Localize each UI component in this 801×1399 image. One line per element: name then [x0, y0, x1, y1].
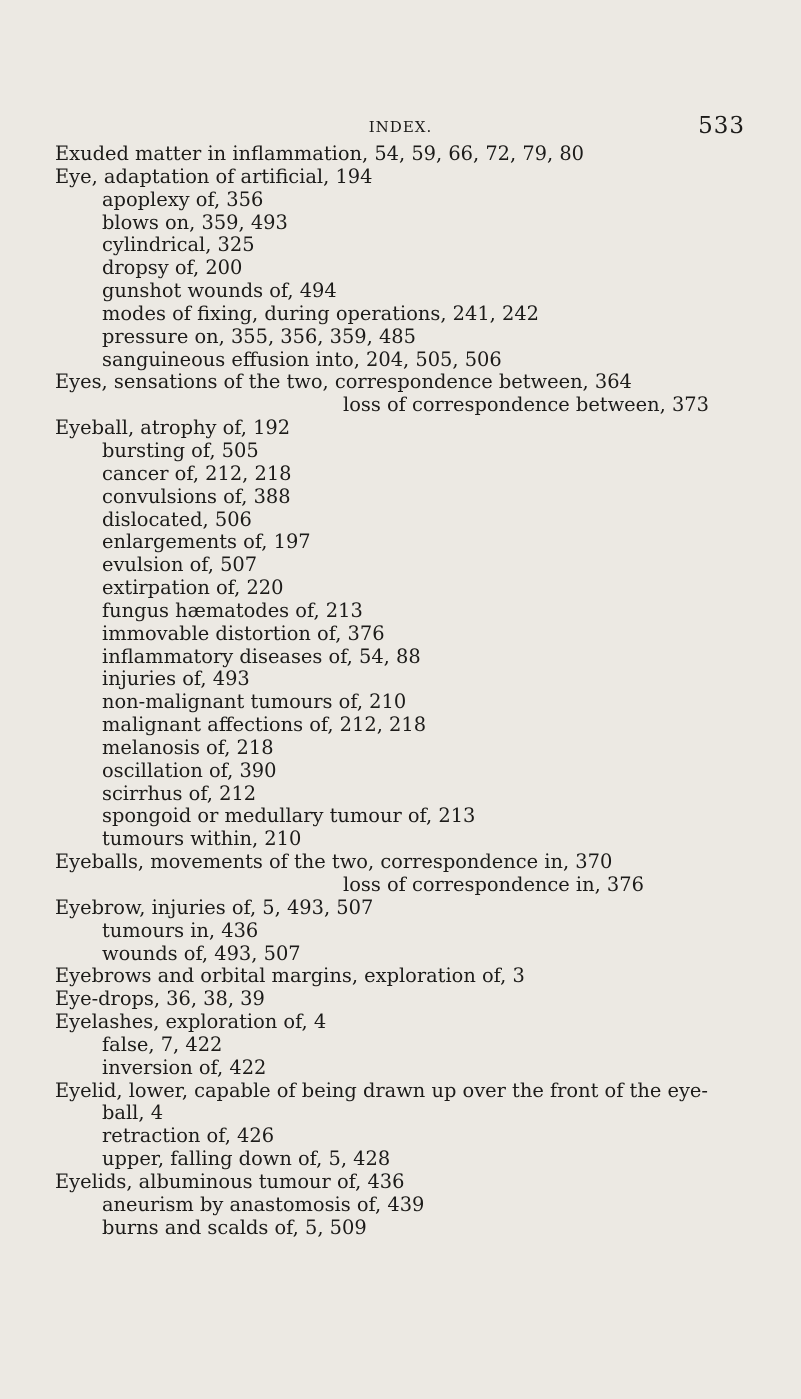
index-subentry: sanguineous effusion into, 204, 505, 506	[102, 347, 502, 371]
running-header: INDEX.	[368, 118, 433, 136]
index-subentry: melanosis of, 218	[102, 735, 274, 759]
index-subentry: apoplexy of, 356	[102, 187, 264, 211]
index-subentry: immovable distortion of, 376	[102, 621, 385, 645]
index-subentry: spongoid or medullary tumour of, 213	[102, 804, 476, 828]
index-entry: Eyelids, albuminous tumour of, 436	[55, 1169, 405, 1193]
index-entry: Eyelid, lower, capable of being drawn up over the front of the eye-	[55, 1078, 708, 1102]
index-list	[55, 143, 775, 1240]
index-subentry: burns and scalds of, 5, 509	[102, 1215, 367, 1239]
index-entry: Exuded matter in inflammation, 54, 59, 66, 72, 79, 80	[55, 142, 585, 165]
index-subentry: retraction of, 426	[102, 1124, 275, 1148]
index-entry: Eyes, sensations of the two, correspondence between, 364	[55, 370, 632, 394]
index-entry-continuation: ball, 4	[102, 1101, 164, 1125]
index-subentry: cylindrical, 325	[102, 233, 255, 257]
index-entry: Eyebrow, injuries of, 5, 493, 507	[55, 895, 374, 919]
index-subentry: pressure on, 355, 356, 359, 485	[102, 324, 416, 348]
index-subentry: cancer of, 212, 218	[102, 461, 292, 485]
index-subentry: extirpation of, 220	[102, 576, 284, 600]
index-subentry: fungus hæmatodes of, 213	[102, 598, 363, 622]
index-subentry: convulsions of, 388	[102, 484, 291, 508]
index-subentry: oscillation of, 390	[102, 758, 277, 782]
index-subentry: tumours within, 210	[102, 827, 302, 851]
index-subentry: false, 7, 422	[102, 1032, 223, 1056]
index-subentry: gunshot wounds of, 494	[102, 279, 337, 303]
index-subentry: loss of correspondence in, 376	[343, 873, 644, 896]
index-subentry: enlargements of, 197	[102, 530, 311, 554]
index-subentry: aneurism by anastomosis of, 439	[102, 1192, 425, 1216]
index-subentry: inversion of, 422	[102, 1055, 267, 1079]
index-subentry: upper, falling down of, 5, 428	[102, 1147, 391, 1171]
index-entry: Eyelashes, exploration of, 4	[55, 1010, 327, 1034]
index-entry: Eyeballs, movements of the two, correspondence in, 370	[55, 850, 613, 874]
index-subentry: inflammatory diseases of, 54, 88	[102, 644, 421, 668]
index-subentry: tumours in, 436	[102, 918, 259, 942]
index-entry: Eye, adaptation of artificial, 194	[55, 164, 373, 188]
index-subentry: dislocated, 506	[102, 507, 252, 531]
index-subentry: evulsion of, 507	[102, 553, 258, 577]
index-subentry: dropsy of, 200	[102, 256, 243, 280]
index-subentry: blows on, 359, 493	[102, 210, 288, 234]
index-subentry: malignant affections of, 212, 218	[102, 713, 427, 737]
index-entry: Eye-drops, 36, 38, 39	[55, 987, 265, 1011]
index-subentry: wounds of, 493, 507	[102, 941, 301, 965]
index-subentry: modes of fixing, during operations, 241, 242	[102, 301, 539, 325]
index-entry: Eyebrows and orbital margins, exploration of, 3	[55, 964, 525, 988]
index-subentry: bursting of, 505	[102, 438, 259, 462]
index-entry: Eyeball, atrophy of, 192	[55, 416, 291, 440]
index-subentry: injuries of, 493	[102, 667, 250, 691]
index-subentry: loss of correspondence between, 373	[343, 393, 709, 417]
page-number: 533	[698, 113, 745, 139]
index-subentry: non-malignant tumours of, 210	[102, 690, 407, 714]
index-subentry: scirrhus of, 212	[102, 781, 257, 805]
